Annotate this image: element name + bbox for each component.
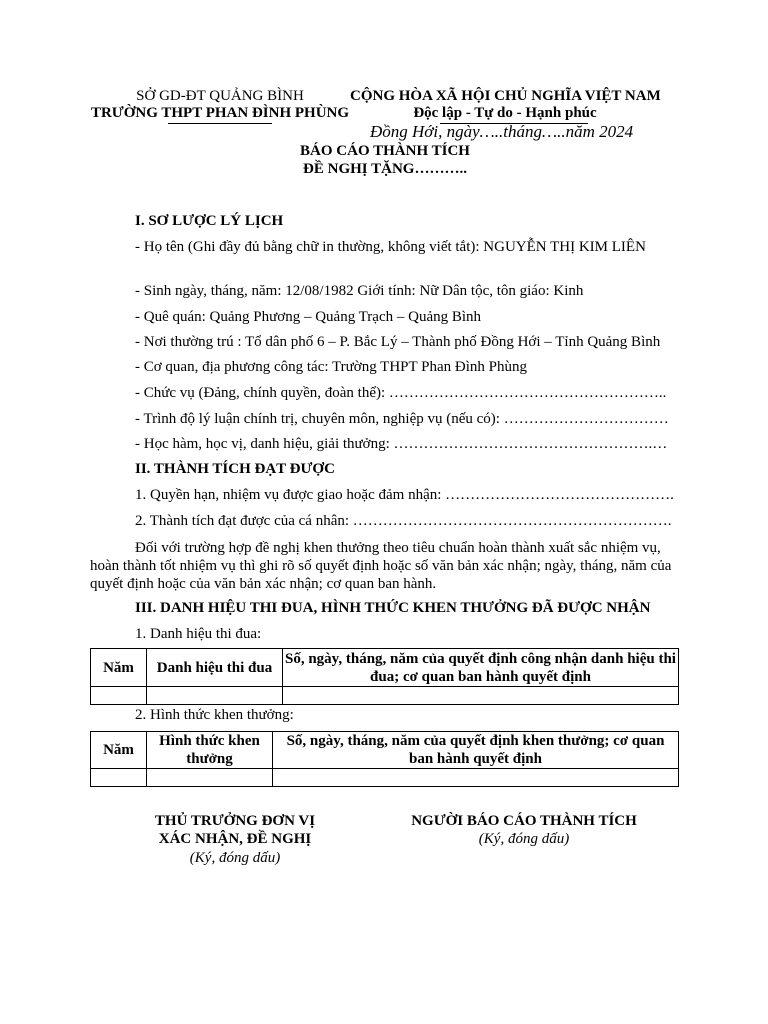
table-row — [91, 769, 679, 787]
table-cell[interactable] — [273, 769, 679, 787]
report-subtitle: ĐỀ NGHỊ TẶNG……….. — [303, 161, 467, 177]
date-line: Đồng Hới, ngày…..tháng…..năm 2024 — [370, 122, 634, 141]
national-motto: Độc lập - Tự do - Hạnh phúc — [413, 105, 597, 121]
achievements-line: 2. Thành tích đạt được của cá nhân: ………………………………………………………. — [135, 513, 672, 529]
column-header-title: Danh hiệu thi đua — [147, 649, 283, 687]
table-cell[interactable] — [283, 687, 679, 705]
column-header-year: Năm — [91, 732, 147, 769]
table-header-row — [91, 649, 679, 687]
reporter-title: NGƯỜI BÁO CÁO THÀNH TÍCH — [411, 813, 637, 829]
duties-line: 1. Quyền hạn, nhiệm vụ được giao hoặc đảm nhận: ………………………………………. — [135, 487, 674, 503]
column-header-decision: Số, ngày, tháng, năm của quyết định công nhận danh hiệu thi đua; cơ quan ban hành quyết định — [283, 649, 679, 687]
country-name: CỘNG HÒA XÃ HỘI CHỦ NGHĨA VIỆT NAM — [350, 88, 661, 104]
column-header-reward-form: Hình thức khen thưởng — [147, 732, 273, 769]
unit-head-signature-note: (Ký, đóng dấu) — [189, 850, 281, 866]
reporter-signature-note: (Ký, đóng dấu) — [478, 831, 570, 847]
table-row — [91, 687, 679, 705]
workplace-line: - Cơ quan, địa phương công tác: Trường THPT Phan Đình Phùng — [135, 359, 528, 375]
table-header-row — [91, 732, 679, 769]
degree-line: - Học hàm, học vị, danh hiệu, giải thưởng: …………………………………………….… — [135, 436, 668, 452]
unit-head-confirmation: XÁC NHẬN, ĐỀ NGHỊ — [158, 831, 312, 847]
school-underline — [168, 123, 272, 124]
table-cell[interactable] — [91, 687, 147, 705]
reward-form-table — [90, 731, 679, 787]
emulation-title-label: 1. Danh hiệu thi đua: — [135, 626, 262, 642]
section3-heading: III. DANH HIỆU THI ĐUA, HÌNH THỨC KHEN THƯỞNG ĐÃ ĐƯỢC NHẬN — [135, 600, 651, 616]
birth-line: - Sinh ngày, tháng, năm: 12/08/1982 Giới tính: Nữ Dân tộc, tôn giáo: Kinh — [135, 283, 584, 299]
column-header-decision: Số, ngày, tháng, năm của quyết định khen thưởng; cơ quan ban hành quyết định — [273, 732, 679, 769]
report-title: BÁO CÁO THÀNH TÍCH — [300, 143, 470, 159]
residence-line: - Nơi thường trú : Tổ dân phố 6 – P. Bắc Lý – Thành phố Đồng Hới – Tỉnh Quảng Bình — [135, 334, 661, 350]
department-name: SỞ GD-ĐT QUẢNG BÌNH — [136, 88, 304, 104]
reward-form-label: 2. Hình thức khen thưởng: — [135, 707, 294, 723]
school-name: TRƯỜNG THPT PHAN ĐÌNH PHÙNG — [90, 105, 350, 121]
section2-note: Đối với trường hợp đề nghị khen thưởng theo tiêu chuẩn hoàn thành xuất sắc nhiệm vụ, hoàn thành tốt nhiệm vụ thì ghi rõ số quyết định hoặc số văn bản xác nhận; ngày, tháng, năm của quyết định hoặc của văn bản xác nhận; cơ quan ban hành. — [90, 540, 672, 592]
emulation-title-table — [90, 648, 679, 705]
qualification-line: - Trình độ lý luận chính trị, chuyên môn, nghiệp vụ (nếu có): …………………………… — [135, 411, 669, 427]
section2-heading: II. THÀNH TÍCH ĐẠT ĐƯỢC — [135, 461, 335, 477]
unit-head-title: THỦ TRƯỞNG ĐƠN VỊ — [154, 813, 316, 829]
position-line: - Chức vụ (Đảng, chính quyền, đoàn thể): ……………………………………………….. — [135, 385, 667, 401]
table-cell[interactable] — [147, 687, 283, 705]
table-cell[interactable] — [147, 769, 273, 787]
hometown-line: - Quê quán: Quảng Phương – Quảng Trạch – Quảng Bình — [135, 309, 482, 325]
column-header-year: Năm — [91, 649, 147, 687]
section1-heading: I. SƠ LƯỢC LÝ LỊCH — [135, 213, 284, 229]
table-cell[interactable] — [91, 769, 147, 787]
full-name-line: - Họ tên (Ghi đầy đủ bằng chữ in thường, không viết tắt): NGUYỄN THỊ KIM LIÊN — [135, 239, 646, 255]
